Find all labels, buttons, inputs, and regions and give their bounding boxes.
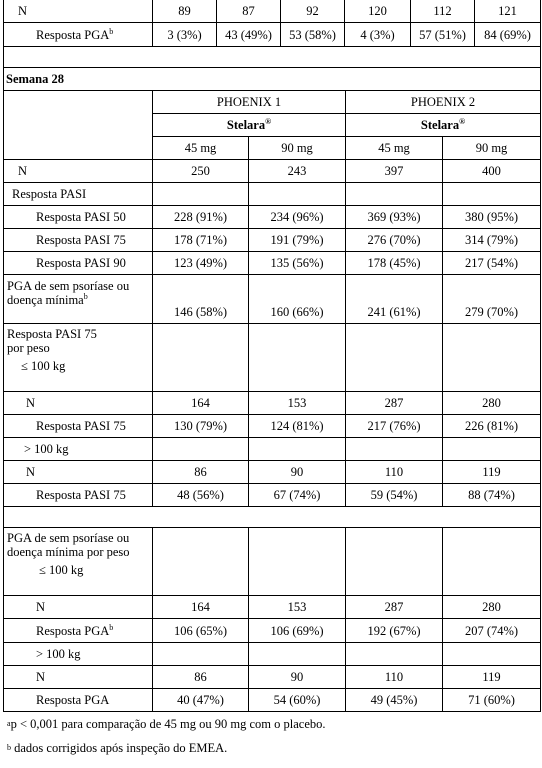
group-label-row: PGA de sem psoríase ou doença mínima por peso ≤ 100 kg [4,528,541,596]
dose-header: 45 mg [346,137,443,160]
table-row: N 250 243 397 400 [4,160,541,183]
table-row: Resposta PGA$^b$ 3 (3%) 43 (49%) 53 (58%) 4 (3%) 57 (51%) 84 (69%) [4,23,541,47]
study-header-phoenix2: PHOENIX 2 [346,91,541,114]
continuation-table [3,0,541,47]
section-title-row [4,68,541,91]
footnotes [3,712,540,760]
table-row: Resposta PASI 90 123 (49%) 135 (56%) 178 (45%) 217 (54%) [4,252,541,275]
dose-header: 90 mg [249,137,346,160]
table-row: Resposta PGA$^b$ 106 (65%) 106 (69%) 192 (67%) 207 (74%) [4,619,541,643]
group-label-row: Resposta PASI [4,183,541,206]
spacer-row [4,47,541,68]
table-row: Resposta PGA 40 (47%) 54 (60%) 49 (45%) 71 (60%) [4,689,541,712]
drug-header: Stelara® [346,114,541,137]
table-row: Resposta PASI 75 48 (56%) 67 (74%) 59 (54%) 88 (74%) [4,484,541,507]
group-label-row: Resposta PASI 75 por peso ≤ 100 kg [4,324,541,392]
table-row: N 86 90 110 119 [4,461,541,484]
table-row: Resposta PASI 75 178 (71%) 191 (79%) 276 (70%) 314 (79%) [4,229,541,252]
footnote-a: a p < 0,001 para comparação de 45 mg ou 90 mg com o placebo. [7,716,326,731]
subgroup-label-row: > 100 kg [4,643,541,666]
dose-header: 45 mg [153,137,249,160]
study-header-phoenix1: PHOENIX 1 [153,91,346,114]
row-label: N [4,0,153,23]
table-row: Resposta PASI 75 130 (79%) 124 (81%) 217 (76%) 226 (81%) [4,415,541,438]
drug-header: Stelara® [153,114,346,137]
table-row: N 164 153 287 280 [4,596,541,619]
table-row: N 86 90 110 119 [4,666,541,689]
table-row: Resposta PASI 50 228 (91%) 234 (96%) 369 (93%) 380 (95%) [4,206,541,229]
footnote-b: b dados corrigidos após inspeção do EMEA. [7,740,228,755]
week28-table [3,46,541,712]
table-row: PGA de sem psoríase ou doença mínima$^b$ 146 (58%) 160 (66%) 241 (61%) 279 (70%) [4,275,541,324]
header-dose-row [4,137,541,160]
section-title: Semana 28 [4,68,541,91]
header-studies-row [4,91,541,114]
dose-header: 90 mg [443,137,541,160]
spacer-row [4,507,541,528]
document-page [3,0,540,760]
subgroup-label-row: > 100 kg [4,438,541,461]
row-label: Resposta PGA$^b$ [4,23,153,47]
table-row: N 164 153 287 280 [4,392,541,415]
table-row: N 89 87 92 120 112 121 [4,0,541,23]
